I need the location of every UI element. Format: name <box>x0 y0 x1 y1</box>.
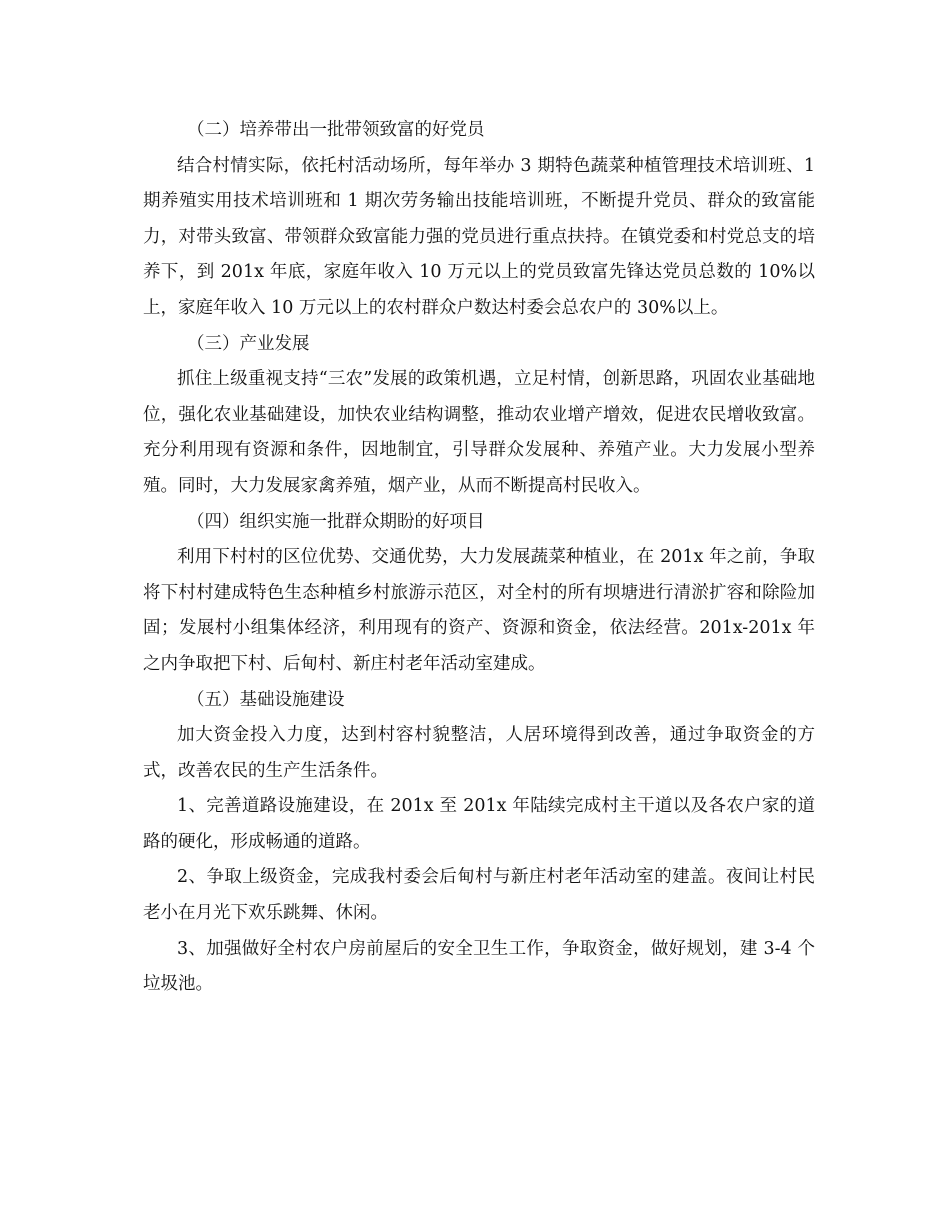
section-heading-4: （四）组织实施一批群众期盼的好项目 <box>187 511 485 532</box>
section-heading-2: （二）培养带出一批带领致富的好党员 <box>187 120 485 140</box>
paragraph-industry: 抓住上级重视支持“三农”发展的政策机遇，立足村情，创新思路，巩固农业基础地位，强化农业基础建设，加快农业结构调整，推动农业增产增效，促进农民增收致富。充分利用现有资源和条件，因地制宜，引导群众发展种、养殖产业。大力发展小型养殖。同时，大力发展家禽养殖，烟产业，从而不断提高村民收入。 <box>143 369 815 496</box>
list-item-2: 2、争取上级资金，完成我村委会后甸村与新庄村老年活动室的建盖。夜间让村民老小在月光下欢乐跳舞、休闲。 <box>143 867 815 924</box>
list-item-1: 1、完善道路设施建设，在 201x 至 201x 年陆续完成村主干道以及各农户家的道路的硬化，形成畅通的道路。 <box>143 796 815 852</box>
document-body <box>143 113 815 1003</box>
section-heading-3: （三）产业发展 <box>187 333 310 354</box>
paragraph-projects: 利用下村村的区位优势、交通优势，大力发展蔬菜种植业，在 201x 年之前，争取将下村村建成特色生态种植乡村旅游示范区，对全村的所有坝塘进行清淤扩容和除险加固；发展村小组集体经济，利用现有的资产、资源和资金，依法经营。201x-201x 年之内争取把下村、后甸村、新庄村老年活动室建成。 <box>143 547 815 674</box>
paragraph-training: 结合村情实际，依托村活动场所，每年举办 3 期特色蔬菜种植管理技术培训班、1 期养殖实用技术培训班和 1 期次劳务输出技能培训班，不断提升党员、群众的致富能力，对带头致富、带领群众致富能力强的党员进行重点扶持。在镇党委和村党总支的培养下，到 201x 年底，家庭年收入 10 万元以上的党员致富先锋达党员总数的 10%以上，家庭年收入 10 万元以上的农村群众户数达村委会总农户的 30%以上。 <box>143 155 815 318</box>
paragraph-infrastructure: 加大资金投入力度，达到村容村貌整洁，人居环境得到改善，通过争取资金的方式，改善农民的生产生活条件。 <box>143 725 815 781</box>
section-heading-5: （五）基础设施建设 <box>187 689 345 710</box>
list-item-3: 3、加强做好全村农户房前屋后的安全卫生工作，争取资金，做好规划，建 3-4 个垃圾池。 <box>143 938 815 995</box>
